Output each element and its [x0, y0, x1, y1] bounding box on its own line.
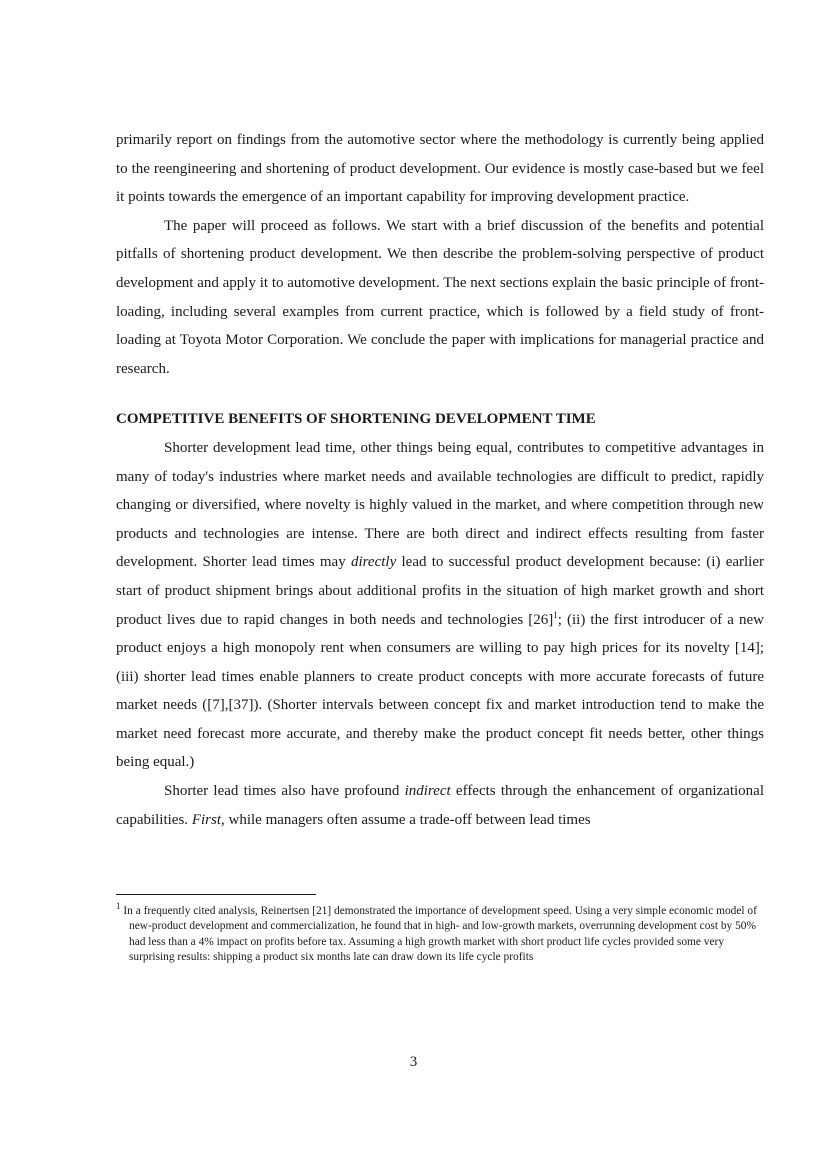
- indirect-text-2: effects through the enhancement of organizational capabilities.: [116, 783, 764, 828]
- indirect-emphasis: indirect: [404, 783, 451, 800]
- footnote-body: [116, 901, 766, 965]
- page-body: [116, 126, 764, 834]
- paragraph-intro: primarily report on findings from the automotive sector where the methodology is currently being applied to the reengineering and shortening of product development. Our evidence is mostly case-based but we feel it points towards the emergence of an important capability for improving development practice.: [116, 132, 764, 206]
- paragraph-indirect: [116, 777, 764, 834]
- paragraph-benefits: [116, 434, 764, 777]
- indirect-text-1: Shorter lead times also have profound: [164, 783, 405, 800]
- section-heading: COMPETITIVE BENEFITS OF SHORTENING DEVELOPMENT TIME: [116, 411, 596, 428]
- footnote-text: In a frequently cited analysis, Reinertsen [21] demonstrated the importance of development speed. Using a very simple economic model of new-product development and commercialization, he found that in high- and low-growth markets, overrunning development cost by 50% had less than a 4% impact on profits before tax. Assuming a high growth market with short product life cycles provided some very surprising results: shipping a product six months late can draw down its life cycle profits: [123, 905, 757, 963]
- footnote-marker: 1: [116, 901, 121, 912]
- indirect-text-3: while managers often assume a trade-off between lead times: [224, 811, 591, 828]
- footnote: [116, 901, 766, 965]
- indirect-emphasis-first: First,: [191, 811, 225, 828]
- footnote-divider: [116, 894, 316, 895]
- paragraph-outline: The paper will proceed as follows. We start with a brief discussion of the benefits and potential pitfalls of shortening product development. We then describe the problem-solving perspective of product development and apply it to automotive development. The next sections explain the basic principle of front-loading, including several examples from current practice, which is followed by a field study of front-loading at Toyota Motor Corporation. We conclude the paper with implications for managerial practice and research.: [116, 217, 764, 377]
- footnote-reference: 1: [553, 609, 558, 620]
- benefits-text-2: lead to successful product development because: (i) earlier start of product shipment brings about additional profits in the situation of high market growth and short product lives due to rapid changes in both needs and technologies [26]: [116, 554, 764, 628]
- page-number: 3: [409, 1054, 418, 1070]
- benefits-text-1: Shorter development lead time, other things being equal, contributes to competitive advantages in many of today's industries where market needs and available technologies are difficult to predict, rapidly changing or diversified, where novelty is highly valued in the market, and where competition through new products and technologies are intense. There are both direct and indirect effects resulting from faster development. Shorter lead times may: [116, 439, 764, 571]
- benefits-text-3: ; (ii) the first introducer of a new product enjoys a high monopoly rent when consumers are willing to pay high prices for its novelty [14]; (iii) shorter lead times enable planners to create product concepts with more accurate forecasts of future market needs ([7],[37]). (Shorter intervals between concept fix and market introduction tend to make the market need forecast more accurate, and thereby make the product concept fit needs better, other things being equal.): [116, 611, 765, 771]
- benefits-emphasis-directly: directly: [350, 554, 397, 571]
